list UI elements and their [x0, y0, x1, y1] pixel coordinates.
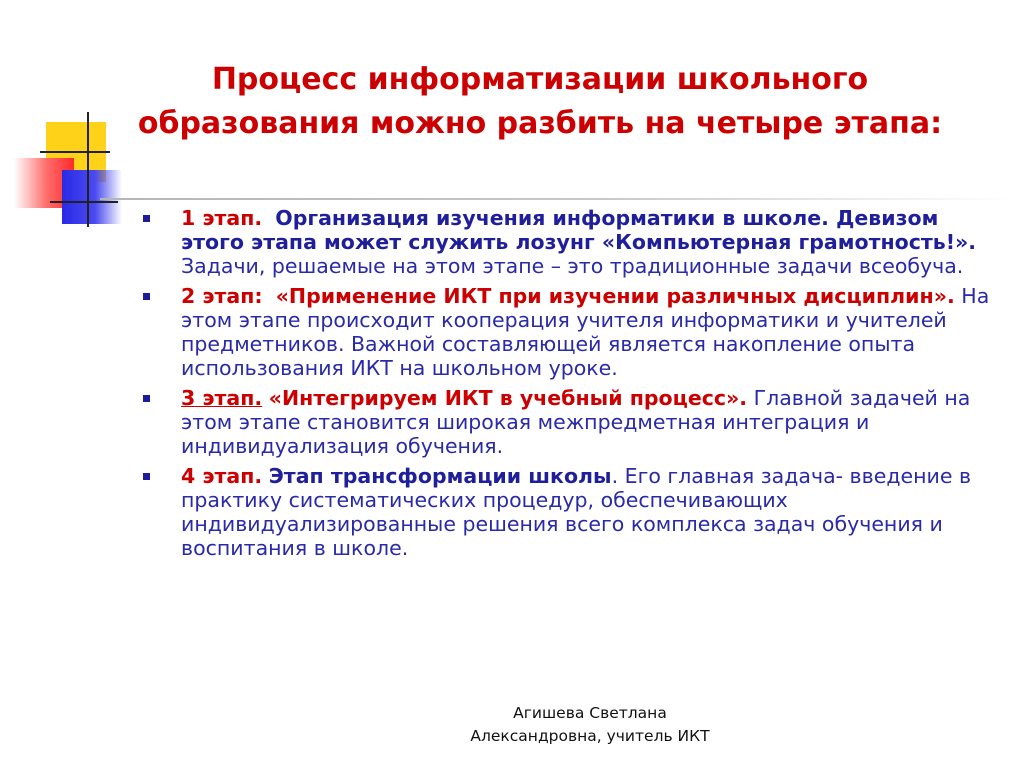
horizontal-line-shape [50, 201, 118, 203]
square-bullet-icon [143, 215, 150, 222]
blue-square-shape [62, 170, 122, 224]
stage-label: 1 этап. [181, 206, 263, 230]
vertical-line-shape [87, 112, 89, 227]
author-role: Александровна, учитель ИКТ [470, 727, 710, 745]
stage-heading: «Применение ИКТ при изучении различных дисциплин». [275, 284, 955, 308]
list-item-stage-1 [140, 206, 1000, 278]
author-name: Агишева Светлана [513, 704, 667, 722]
stage-description: На этом этапе происходит кооперация учителя информатики и учителей предметников. Важной составляющей является накопление опыта использования ИКТ на школьном уроке. [181, 284, 990, 380]
square-bullet-icon [143, 395, 150, 402]
title-divider [100, 198, 1010, 200]
list-item-stage-3 [140, 386, 1000, 458]
stages-list [140, 206, 1000, 566]
stage-heading: «Интегрируем ИКТ в учебный процесс». [268, 386, 748, 410]
stage-label: 4 этап. [181, 464, 263, 488]
stage-description: Задачи, решаемые на этом этапе – это традиционные задачи всеобуча. [181, 254, 964, 278]
stage-heading: Этап трансформации школы [268, 464, 612, 488]
stage-heading: Организация изучения информатики в школе. Девизом этого этапа может служить лозунг «Компьютерная грамотность!». [181, 206, 977, 254]
slide-title [120, 58, 960, 146]
list-item-stage-2 [140, 284, 1000, 380]
square-bullet-icon [143, 293, 150, 300]
stage-description: Главной задачей на этом этапе становится широкая межпредметная интеграция и индивидуализация обучения. [181, 386, 971, 458]
stage-description: . Его главная задача- введение в практику систематических процедур, обеспечивающих индивидуализированные решения всего комплекса задач обучения и воспитания в школе. [181, 464, 972, 560]
square-bullet-icon [143, 473, 150, 480]
stage-label: 3 этап. [181, 386, 263, 410]
stage-label: 2 этап: [181, 284, 263, 308]
slide-title-line1: Процесс информатизации школьного [211, 62, 869, 97]
horizontal-line-shape [40, 151, 110, 153]
slide-title-line2: образования можно разбить на четыре этапа: [137, 106, 943, 141]
author-credit [400, 702, 780, 748]
list-item-stage-4 [140, 464, 1000, 560]
